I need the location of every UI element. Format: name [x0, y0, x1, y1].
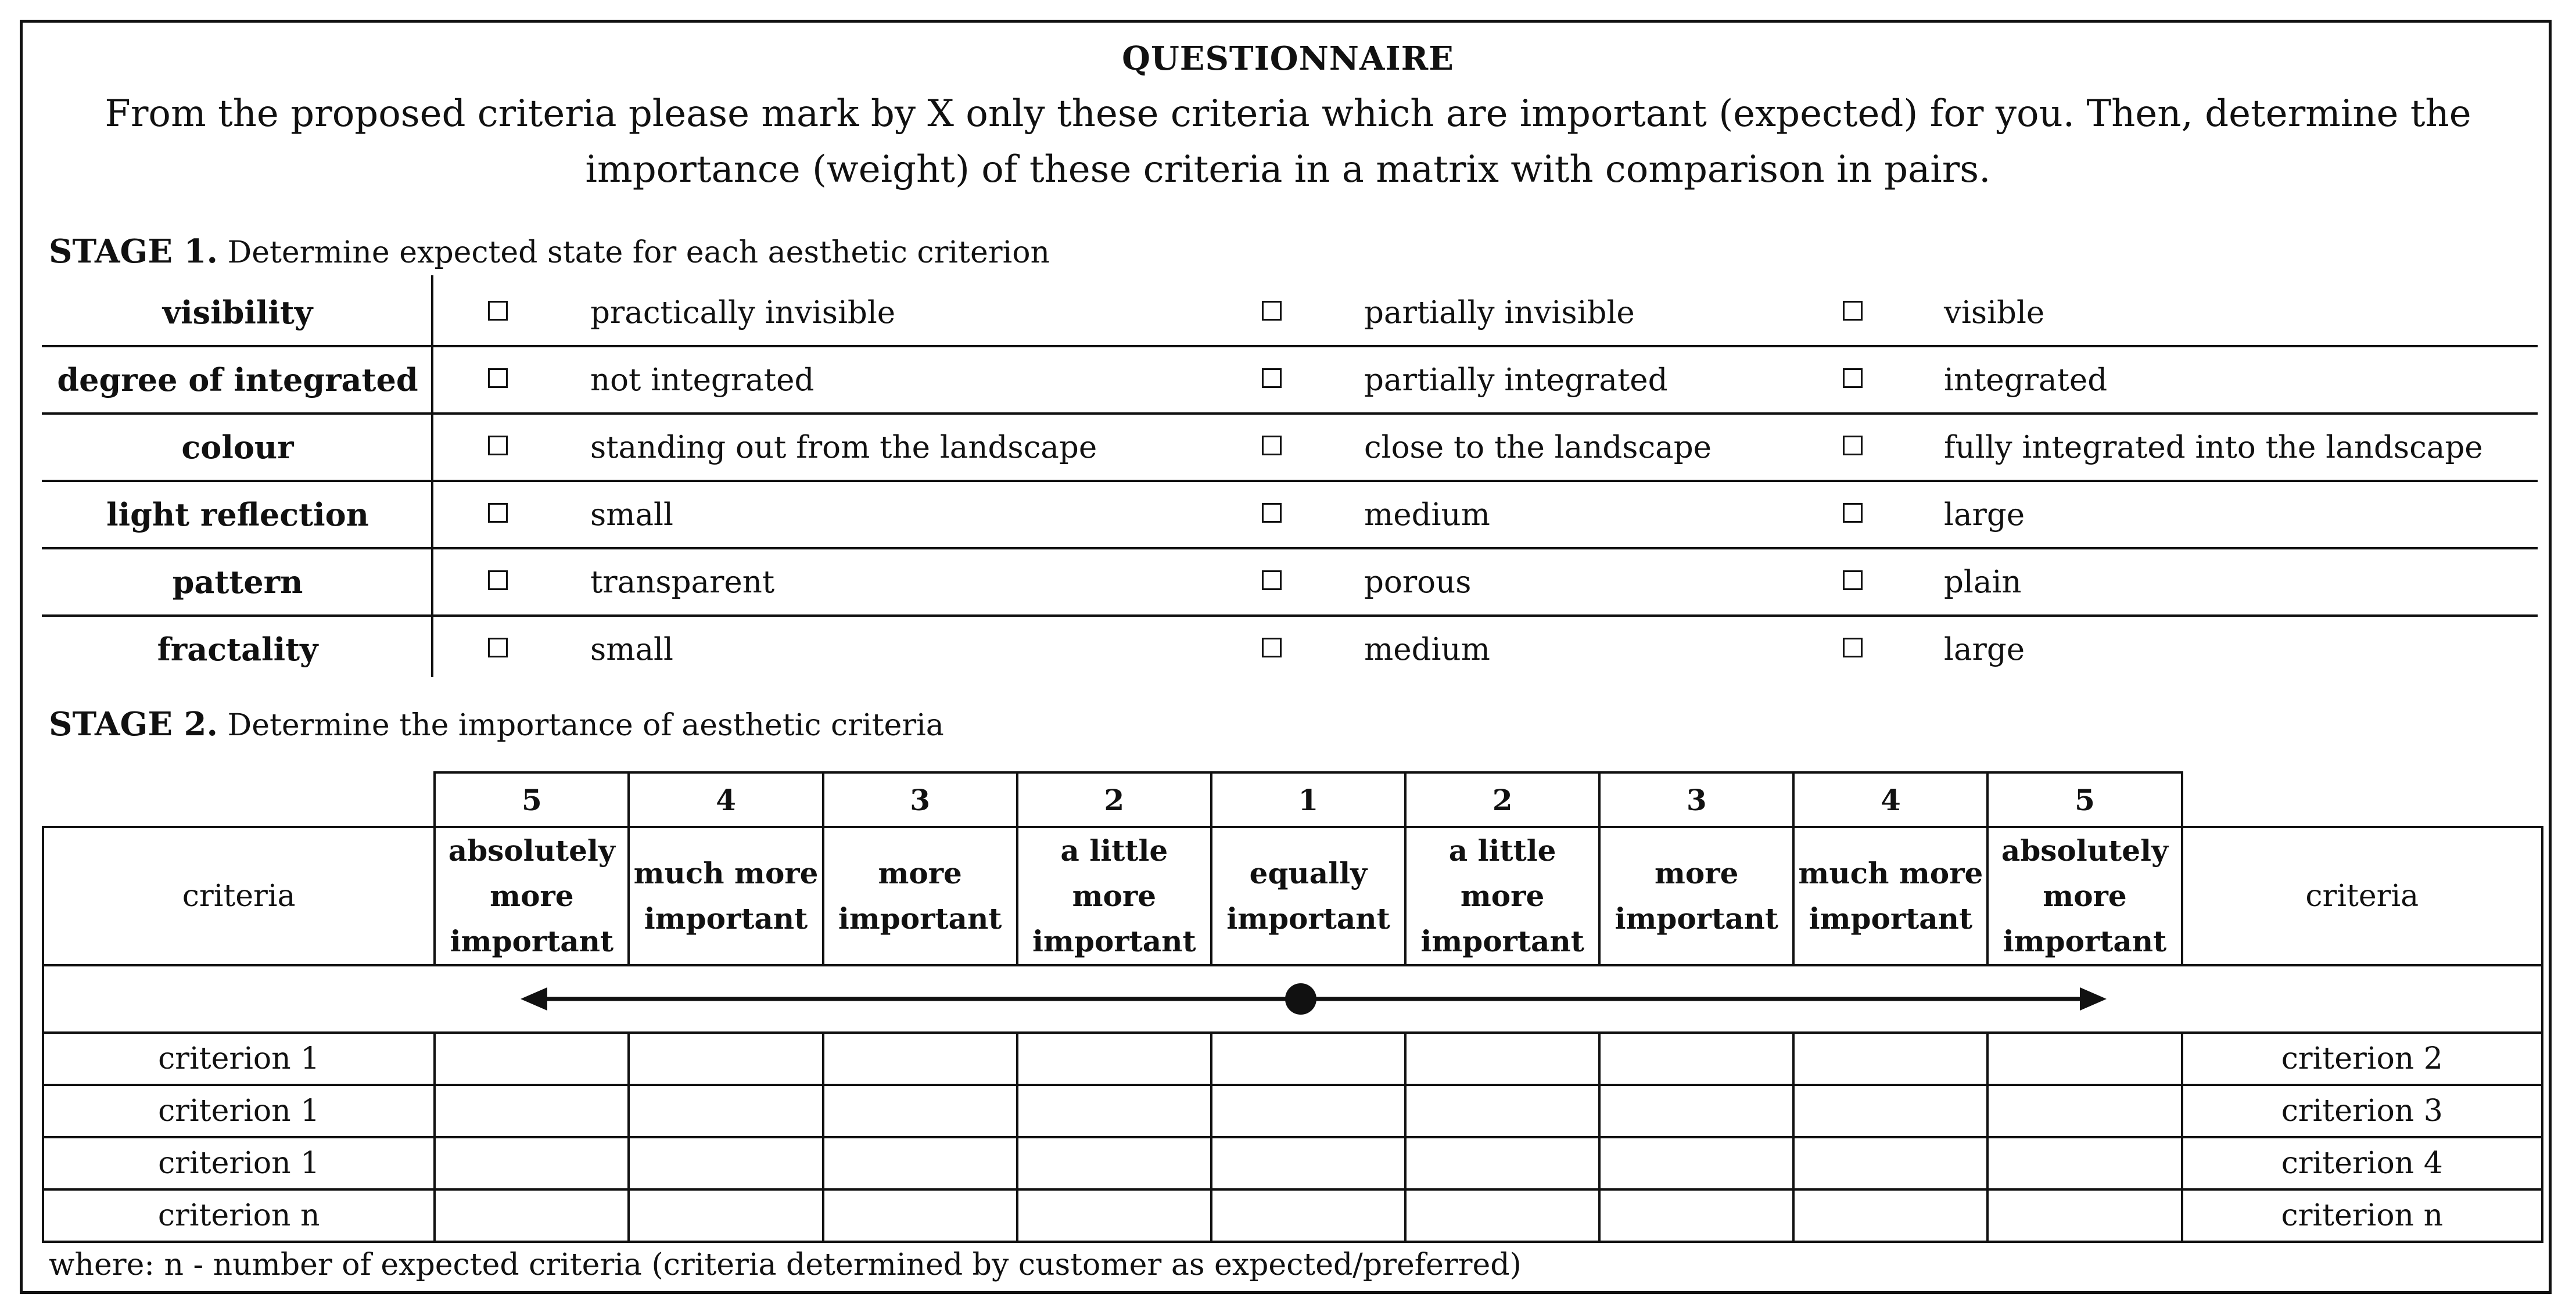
pair-left-criterion: criterion 1 [43, 1085, 435, 1137]
scale-number: 2 [1405, 772, 1599, 827]
rating-cell[interactable] [1793, 1033, 1987, 1085]
pair-row [43, 1085, 2542, 1137]
option-label: partially invisible [1364, 294, 1635, 330]
option-label: large [1944, 497, 2025, 533]
rating-cell[interactable] [1793, 1189, 1987, 1242]
rating-cell[interactable] [1017, 1033, 1211, 1085]
arrow-right-head [2080, 987, 2107, 1011]
option-label: small [590, 631, 673, 667]
criterion-row [42, 481, 2540, 548]
rating-cell[interactable] [1211, 1085, 1405, 1137]
option-checkbox[interactable] [1843, 436, 1863, 455]
rating-cell[interactable] [1017, 1189, 1211, 1242]
rating-cell[interactable] [1211, 1137, 1405, 1189]
pair-right-criterion: criterion 4 [2182, 1137, 2542, 1189]
option-checkbox[interactable] [1843, 638, 1863, 657]
scale-row [43, 772, 2542, 827]
importance-header: more important [1599, 827, 1793, 965]
pair-left-criterion: criterion n [43, 1189, 435, 1242]
scale-number: 4 [629, 772, 823, 827]
pair-left-criterion: criterion 1 [43, 1137, 435, 1189]
option-checkbox[interactable] [1262, 570, 1282, 590]
pair-left-criterion: criterion 1 [43, 1033, 435, 1085]
option-label: close to the landscape [1364, 429, 1712, 465]
criterion-name: visibility [162, 294, 313, 331]
importance-header: a little more important [1017, 827, 1211, 965]
scale-number: 1 [1211, 772, 1405, 827]
stage1-text: Determine expected state for each aesthetic criterion [227, 235, 1050, 270]
option-checkbox[interactable] [488, 301, 508, 321]
rating-cell[interactable] [435, 1189, 629, 1242]
option-label: standing out from the landscape [590, 429, 1097, 465]
pair-row [43, 1189, 2542, 1242]
option-checkbox[interactable] [488, 638, 508, 657]
rating-cell[interactable] [823, 1085, 1017, 1137]
arrow-row [43, 965, 2542, 1033]
pair-right-criterion: criterion 3 [2182, 1085, 2542, 1137]
criterion-name: fractality [157, 631, 318, 668]
blank-cell [43, 772, 435, 827]
option-label: medium [1364, 497, 1490, 533]
rating-cell[interactable] [1793, 1137, 1987, 1189]
scale-number: 4 [1793, 772, 1987, 827]
rating-cell[interactable] [1987, 1189, 2182, 1242]
option-label: small [590, 497, 673, 533]
scale-number: 2 [1017, 772, 1211, 827]
rating-cell[interactable] [629, 1033, 823, 1085]
footer-note: where: n - number of expected criteria (criteria determined by customer as expected/preferred) [49, 1248, 1522, 1282]
criterion-name: colour [181, 429, 294, 466]
pair-right-criterion: criterion 2 [2182, 1033, 2542, 1085]
rating-cell[interactable] [1017, 1085, 1211, 1137]
option-label: porous [1364, 564, 1472, 600]
rating-cell[interactable] [1599, 1189, 1793, 1242]
option-checkbox[interactable] [488, 570, 508, 590]
arrow-cell [43, 965, 2542, 1033]
rating-cell[interactable] [1599, 1137, 1793, 1189]
arrow-left-head [521, 987, 547, 1011]
option-checkbox[interactable] [1262, 301, 1282, 321]
arrow-center-dot [1285, 983, 1316, 1015]
stage2-label: STAGE 2. [49, 705, 218, 743]
option-checkbox[interactable] [1843, 368, 1863, 388]
option-checkbox[interactable] [1262, 638, 1282, 657]
header-row [43, 827, 2542, 965]
option-checkbox[interactable] [1262, 368, 1282, 388]
rating-cell[interactable] [1599, 1033, 1793, 1085]
importance-header: much more important [629, 827, 823, 965]
criteria-right-header: criteria [2182, 827, 2542, 965]
criterion-name: degree of integrated [57, 361, 418, 398]
scale-number: 5 [435, 772, 629, 827]
importance-header: more important [823, 827, 1017, 965]
option-label: large [1944, 631, 2025, 667]
scale-number: 3 [1599, 772, 1793, 827]
rating-cell[interactable] [629, 1189, 823, 1242]
importance-header: absolutely more important [1987, 827, 2182, 965]
stage1-heading [49, 232, 1050, 271]
rating-cell[interactable] [435, 1085, 629, 1137]
option-label: partially integrated [1364, 362, 1668, 398]
option-label: practically invisible [590, 294, 896, 330]
criterion-row [42, 548, 2540, 616]
rating-cell[interactable] [1793, 1085, 1987, 1137]
option-checkbox[interactable] [1843, 570, 1863, 590]
rating-cell[interactable] [823, 1137, 1017, 1189]
rating-cell[interactable] [1599, 1085, 1793, 1137]
rating-cell[interactable] [823, 1033, 1017, 1085]
scale-arrow [44, 966, 2541, 1031]
criterion-row [42, 346, 2540, 414]
option-label: visible [1944, 294, 2045, 330]
rating-cell[interactable] [1405, 1033, 1599, 1085]
criteria-left-header: criteria [43, 827, 435, 965]
rating-cell[interactable] [1405, 1189, 1599, 1242]
rating-cell[interactable] [823, 1189, 1017, 1242]
option-checkbox[interactable] [488, 436, 508, 455]
pair-right-criterion: criterion n [2182, 1189, 2542, 1242]
rating-cell[interactable] [1017, 1137, 1211, 1189]
importance-header: much more important [1793, 827, 1987, 965]
importance-header: absolutely more important [435, 827, 629, 965]
option-checkbox[interactable] [488, 503, 508, 523]
rating-cell[interactable] [629, 1137, 823, 1189]
rating-cell[interactable] [1405, 1137, 1599, 1189]
rating-cell[interactable] [629, 1085, 823, 1137]
option-label: medium [1364, 631, 1490, 667]
stage1-label: STAGE 1. [49, 232, 218, 271]
blank-cell [2182, 772, 2542, 827]
importance-header: equally important [1211, 827, 1405, 965]
criterion-name: pattern [172, 563, 303, 601]
importance-header: a little more important [1405, 827, 1599, 965]
option-checkbox[interactable] [1843, 301, 1863, 321]
option-checkbox[interactable] [1262, 436, 1282, 455]
stage2-text: Determine the importance of aesthetic criteria [227, 708, 944, 743]
rating-cell[interactable] [1987, 1085, 2182, 1137]
rating-cell[interactable] [1987, 1033, 2182, 1085]
scale-number: 3 [823, 772, 1017, 827]
pair-row [43, 1137, 2542, 1189]
option-label: not integrated [590, 362, 815, 398]
option-label: fully integrated into the landscape [1944, 429, 2483, 465]
comparison-matrix [42, 771, 2543, 1243]
rating-cell[interactable] [1211, 1189, 1405, 1242]
criterion-name: light reflection [106, 496, 369, 533]
criterion-row [42, 279, 2540, 346]
rating-cell[interactable] [435, 1033, 629, 1085]
rating-cell[interactable] [1987, 1137, 2182, 1189]
option-checkbox[interactable] [488, 368, 508, 388]
criterion-row [42, 414, 2540, 481]
pair-row [43, 1033, 2542, 1085]
rating-cell[interactable] [1405, 1085, 1599, 1137]
criterion-row [42, 616, 2540, 683]
option-label: integrated [1944, 362, 2108, 398]
option-label: transparent [590, 564, 775, 600]
page-title: QUESTIONNAIRE [1122, 39, 1454, 78]
option-checkbox[interactable] [1262, 503, 1282, 523]
rating-cell[interactable] [435, 1137, 629, 1189]
option-checkbox[interactable] [1843, 503, 1863, 523]
intro-text: From the proposed criteria please mark by X only these criteria which are important (expected) for you. Then, determine the importance (weight) of these criteria in a matrix with comparison in pairs. [105, 92, 2471, 191]
option-label: plain [1944, 564, 2022, 600]
scale-number: 5 [1987, 772, 2182, 827]
rating-cell[interactable] [1211, 1033, 1405, 1085]
stage2-heading [49, 705, 944, 743]
